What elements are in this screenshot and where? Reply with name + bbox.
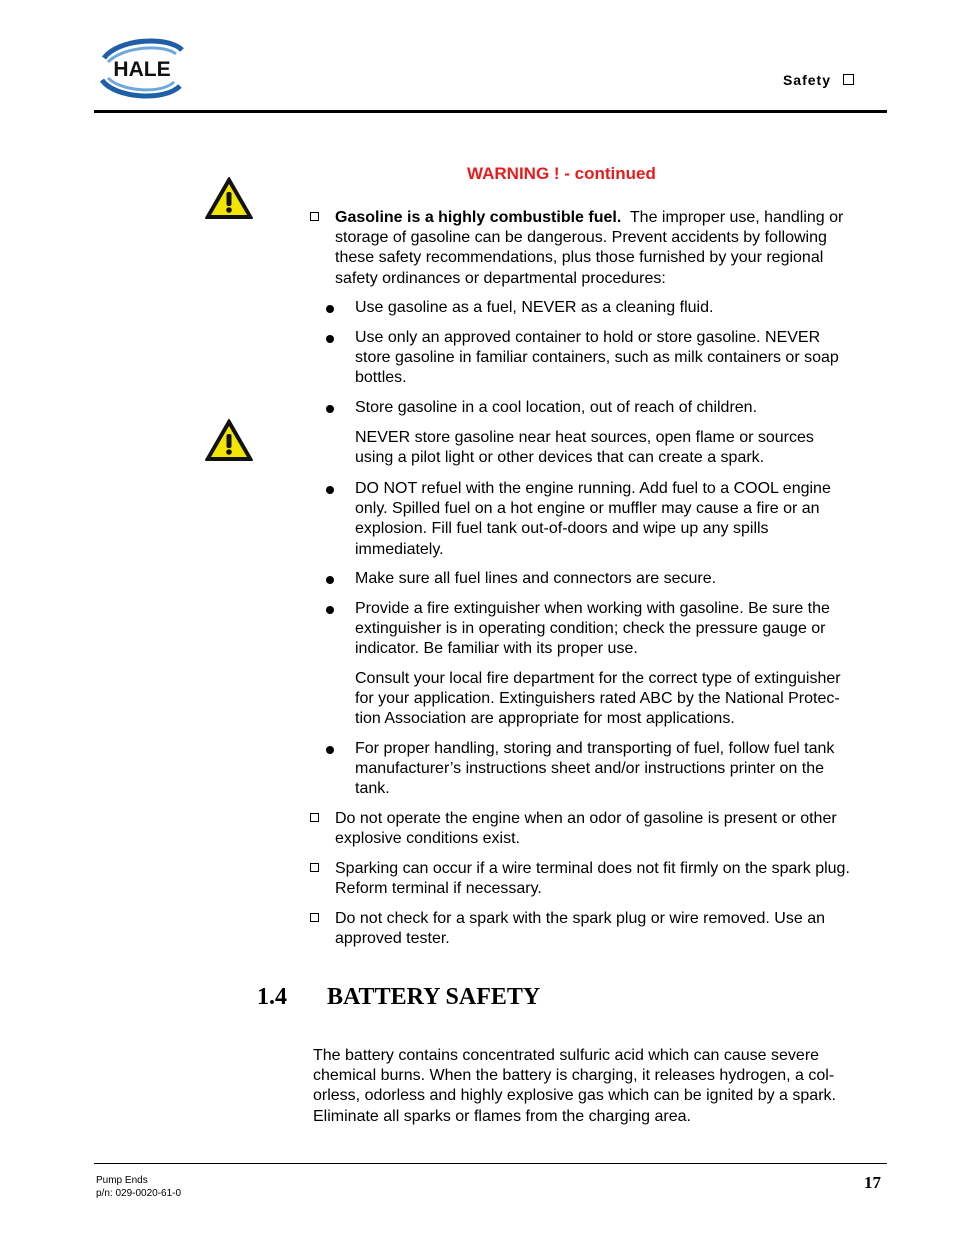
list-item: Provide a fire extinguisher when working with gasoline. Be sure the extinguisher is in operating condition; check the pressure gauge or indicator. Be familiar with its proper use. bbox=[355, 600, 830, 658]
list-item-continuation: NEVER store gasoline near heat sources, open flame or sources using a pilot light or other devices that can create a spark. bbox=[355, 429, 814, 467]
svg-text:HALE: HALE bbox=[113, 58, 171, 81]
header-rule bbox=[94, 110, 887, 113]
warning-title: WARNING ! - continued bbox=[467, 164, 656, 183]
warning-triangle-icon bbox=[204, 418, 254, 462]
list-item: For proper handling, storing and transporting of fuel, follow fuel tank manufacturer’s instructions sheet and/or instructions printer on the tank. bbox=[355, 740, 835, 798]
section-number: 1.4 bbox=[257, 984, 287, 1010]
bullet-dot-icon bbox=[326, 305, 334, 313]
list-item: Use gasoline as a fuel, NEVER as a cleaning fluid. bbox=[355, 299, 714, 316]
checkbox-glyph-icon bbox=[843, 74, 854, 85]
page-number: 17 bbox=[864, 1173, 881, 1192]
bullet-dot-icon bbox=[326, 335, 334, 343]
checkbox-bullet-icon bbox=[310, 913, 319, 922]
bullet-dot-icon bbox=[326, 746, 334, 754]
list-item: Make sure all fuel lines and connectors are secure. bbox=[355, 570, 717, 587]
list-item: Do not operate the engine when an odor of gasoline is present or other explosive conditions exist. bbox=[335, 810, 837, 848]
gasoline-paragraph: Gasoline is a highly combustible fuel. The improper use, handling or storage of gasoline can be dangerous. Prevent accidents by following these safety recommendations, plus those furnished by your regional safety ordinances or departmental procedures: bbox=[335, 209, 844, 287]
list-item: DO NOT refuel with the engine running. Add fuel to a COOL engine only. Spilled fuel on a hot engine or muffler may cause a fire or an explosion. Fill fuel tank out-of-doors and wipe up any spills immediately. bbox=[355, 480, 831, 558]
list-item: Do not check for a spark with the spark plug or wire removed. Use an approved tester. bbox=[335, 910, 825, 948]
bullet-dot-icon bbox=[326, 606, 334, 614]
bullet-dot-icon bbox=[326, 486, 334, 494]
header-section-label: Safety bbox=[783, 72, 854, 88]
hale-logo bbox=[94, 36, 190, 102]
checkbox-bullet-icon bbox=[310, 863, 319, 872]
warning-triangle-icon bbox=[204, 176, 254, 220]
bullet-dot-icon bbox=[326, 576, 334, 584]
checkbox-bullet-icon bbox=[310, 212, 319, 221]
list-item-continuation: Consult your local fire department for the correct type of extinguisher for your application. Extinguishers rated ABC by the National Protec- tion Association are appropriate for most applications. bbox=[355, 670, 841, 728]
list-item: Store gasoline in a cool location, out of reach of children. bbox=[355, 399, 758, 416]
footer-doc-title: Pump Ends bbox=[96, 1175, 148, 1186]
footer-part-number: p/n: 029-0020-61-0 bbox=[96, 1188, 182, 1199]
checkbox-bullet-icon bbox=[310, 813, 319, 822]
list-item: Use only an approved container to hold or store gasoline. NEVER store gasoline in familiar containers, such as milk containers or soap bottles. bbox=[355, 329, 839, 387]
list-item: Sparking can occur if a wire terminal does not fit firmly on the spark plug. Reform terminal if necessary. bbox=[335, 860, 850, 898]
battery-paragraph: The battery contains concentrated sulfuric acid which can cause severe chemical burns. When the battery is charging, it releases hydrogen, a col- orless, odorless and highly explosive gas which can be ignited by a spark. Eliminate all sparks or flames from the charging area. bbox=[313, 1047, 836, 1125]
footer-rule bbox=[94, 1163, 887, 1164]
bullet-dot-icon bbox=[326, 405, 334, 413]
section-title: BATTERY SAFETY bbox=[327, 984, 541, 1010]
